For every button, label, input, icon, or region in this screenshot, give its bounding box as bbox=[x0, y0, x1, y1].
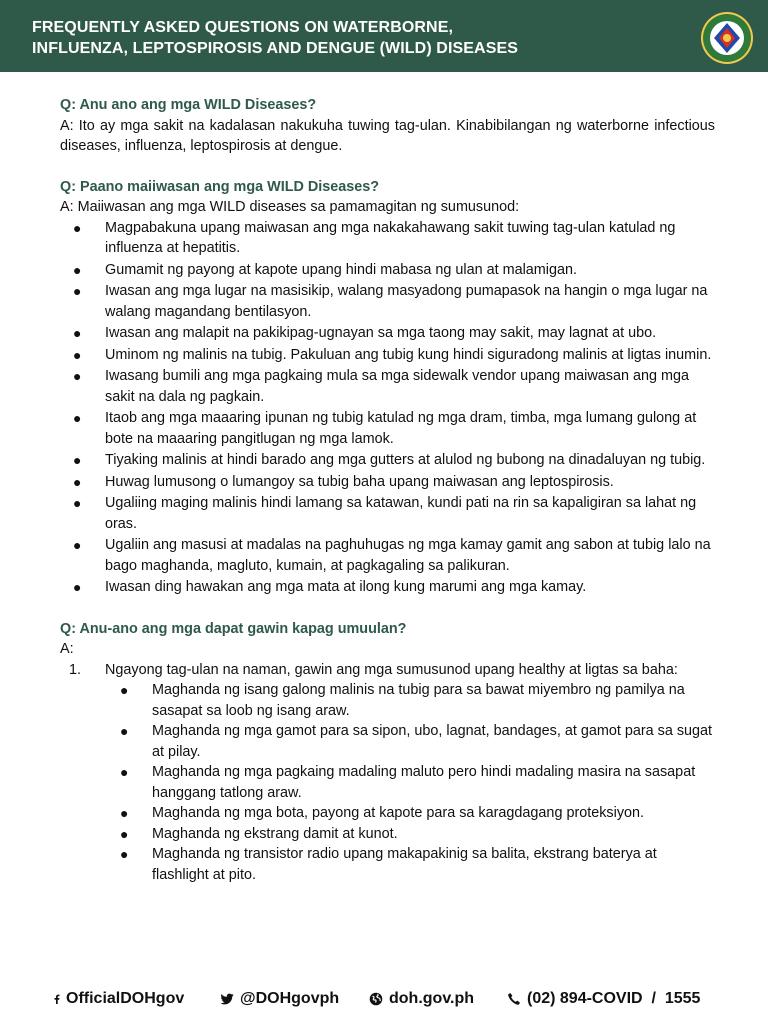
bullet-icon: ● bbox=[73, 473, 82, 490]
page-title bbox=[32, 17, 652, 59]
bullet-icon: ● bbox=[73, 579, 82, 595]
title-line-2: INFLUENZA, LEPTOSPIROSIS AND DENGUE (WILD) DISEASES bbox=[32, 40, 519, 57]
answer-3-label: A: bbox=[60, 641, 74, 657]
bullet-icon: ● bbox=[120, 846, 129, 862]
footer-twitter[interactable] bbox=[220, 990, 339, 1008]
preparation-item bbox=[105, 824, 715, 845]
bullet-icon: ● bbox=[73, 283, 82, 299]
prevention-item bbox=[60, 281, 715, 322]
doh-seal-icon bbox=[700, 11, 754, 65]
footer-phone[interactable] bbox=[507, 990, 700, 1008]
bullet-icon: ● bbox=[73, 537, 82, 553]
prevention-item-text: Iwasan ang mga lugar na masisikip, walang masyadong pumapasok na hangin o mga lugar na walang magandang bentilasyon. bbox=[105, 283, 708, 320]
bullet-icon: ● bbox=[120, 825, 129, 842]
faq-content bbox=[60, 95, 715, 885]
prevention-item bbox=[60, 345, 715, 366]
twitter-handle: @DOHgovph bbox=[240, 990, 340, 1007]
bullet-icon: ● bbox=[73, 368, 82, 384]
prevention-item bbox=[60, 408, 715, 449]
preparation-item bbox=[105, 721, 715, 762]
page-header bbox=[0, 0, 768, 72]
preparation-item-text: Maghanda ng mga pagkaing madaling maluto pero hindi madaling masira na sasapat hanggang tatlong araw. bbox=[152, 764, 696, 801]
bullet-icon: ● bbox=[120, 805, 129, 821]
bullet-icon: ● bbox=[73, 219, 82, 236]
bullet-icon: ● bbox=[73, 410, 82, 426]
prevention-item-text: Tiyaking malinis at hindi barado ang mga gutters at alulod ng bubong na dinadaluyan ng tubig. bbox=[105, 452, 706, 468]
bullet-icon: ● bbox=[73, 346, 82, 363]
numbered-item-text: Ngayong tag-ulan na naman, gawin ang mga sumusunod upang healthy at ligtas sa baha: bbox=[105, 661, 678, 678]
website-url: doh.gov.ph bbox=[389, 990, 475, 1007]
prevention-item-text: Huwag lumusong o lumangoy sa tubig baha upang maiwasan ang leptospirosis. bbox=[105, 473, 614, 490]
prevention-item bbox=[60, 366, 715, 407]
preparation-item bbox=[105, 803, 715, 824]
prevention-item-text: Gumamit ng payong at kapote upang hindi mabasa ng ulan at malamigan. bbox=[105, 261, 577, 278]
preparation-item-text: Maghanda ng mga bota, payong at kapote para sa karagdagang proteksiyon. bbox=[152, 805, 645, 821]
preparation-item-text: Maghanda ng isang galong malinis na tubig para sa bawat miyembro ng pamilya na sasapat sa loob ng isang araw. bbox=[152, 682, 685, 719]
question-2: Q: Paano maiiwasan ang mga WILD Diseases? bbox=[60, 178, 380, 195]
title-line-1: FREQUENTLY ASKED QUESTIONS ON WATERBORNE, bbox=[32, 19, 454, 36]
preparation-item-text: Maghanda ng transistor radio upang makapakinig sa balita, ekstrang baterya at flashlight at pito. bbox=[152, 846, 657, 883]
prevention-list bbox=[60, 218, 715, 598]
footer-website[interactable] bbox=[369, 990, 474, 1008]
phone-number: (02) 894-COVID / 1555 bbox=[527, 990, 701, 1007]
preparation-item bbox=[105, 844, 715, 885]
facebook-icon bbox=[52, 992, 62, 1006]
phone-icon bbox=[507, 992, 521, 1006]
prevention-item bbox=[60, 535, 715, 576]
number-label: 1. bbox=[69, 661, 82, 678]
prevention-item-text: Ugaliin ang masusi at madalas na paghuhugas ng mga kamay gamit ang sabon at tubig lalo na bago maghanda, magluto, kumain, at pagkagaling sa palikuran. bbox=[105, 537, 711, 574]
preparation-item-text: Maghanda ng ekstrang damit at kunot. bbox=[152, 825, 398, 842]
bullet-icon: ● bbox=[120, 764, 129, 780]
prevention-item-text: Iwasang bumili ang mga pagkaing mula sa mga sidewalk vendor upang maiwasan ang mga sakit na dala ng pagkain. bbox=[105, 368, 689, 405]
twitter-icon bbox=[220, 992, 234, 1006]
facebook-handle: OfficialDOHgov bbox=[66, 990, 185, 1007]
numbered-item bbox=[60, 660, 715, 886]
preparation-list bbox=[105, 680, 715, 885]
bullet-icon: ● bbox=[73, 452, 82, 468]
prevention-item bbox=[60, 260, 715, 281]
prevention-item-text: Magpabakuna upang maiwasan ang mga nakakahawang sakit tuwing tag-ulan katulad ng influenza at hepatitis. bbox=[105, 219, 676, 256]
answer-2-intro: A: Maiiwasan ang mga WILD diseases sa pamamagitan ng sumusunod: bbox=[60, 199, 520, 215]
preparation-item bbox=[105, 762, 715, 803]
prevention-item bbox=[60, 577, 715, 598]
question-3: Q: Anu-ano ang mga dapat gawin kapag umuulan? bbox=[60, 620, 407, 637]
bullet-icon: ● bbox=[73, 261, 82, 278]
prevention-item bbox=[60, 472, 715, 493]
bullet-icon: ● bbox=[120, 723, 129, 739]
prevention-item bbox=[60, 450, 715, 471]
prevention-item bbox=[60, 493, 715, 534]
globe-icon bbox=[369, 992, 383, 1006]
numbered-list bbox=[60, 660, 715, 886]
question-1: Q: Anu ano ang mga WILD Diseases? bbox=[60, 97, 317, 113]
prevention-item-text: Iwasan ding hawakan ang mga mata at ilong kung marumi ang mga kamay. bbox=[105, 579, 587, 595]
answer-1: A: Ito ay mga sakit na kadalasan nakukuha tuwing tag-ulan. Kinabibilangan ng waterborne infectious diseases, influenza, leptospirosis at dengue. bbox=[60, 117, 715, 154]
prevention-item-text: Iwasan ang malapit na pakikipag-ugnayan sa mga taong may sakit, may lagnat at ubo. bbox=[105, 325, 657, 341]
bullet-icon: ● bbox=[73, 325, 82, 341]
bullet-icon: ● bbox=[73, 495, 82, 511]
prevention-item-text: Ugaliing maging malinis hindi lamang sa katawan, kundi pati na rin sa kapaligiran sa lahat ng oras. bbox=[105, 495, 697, 532]
prevention-item-text: Uminom ng malinis na tubig. Pakuluan ang tubig kung hindi siguradong malinis at ligtas inumin. bbox=[105, 346, 712, 363]
page-footer bbox=[0, 988, 768, 1014]
footer-facebook[interactable] bbox=[52, 990, 184, 1008]
preparation-item bbox=[105, 680, 715, 721]
prevention-item bbox=[60, 218, 715, 259]
bullet-icon: ● bbox=[120, 682, 129, 698]
prevention-item bbox=[60, 323, 715, 344]
prevention-item-text: Itaob ang mga maaaring ipunan ng tubig katulad ng mga dram, timba, mga lumang gulong at bote na maaaring pangitlugan ng mga lamok. bbox=[105, 410, 697, 447]
preparation-item-text: Maghanda ng mga gamot para sa sipon, ubo, lagnat, bandages, at gamot para sa sugat at pilay. bbox=[152, 723, 713, 760]
